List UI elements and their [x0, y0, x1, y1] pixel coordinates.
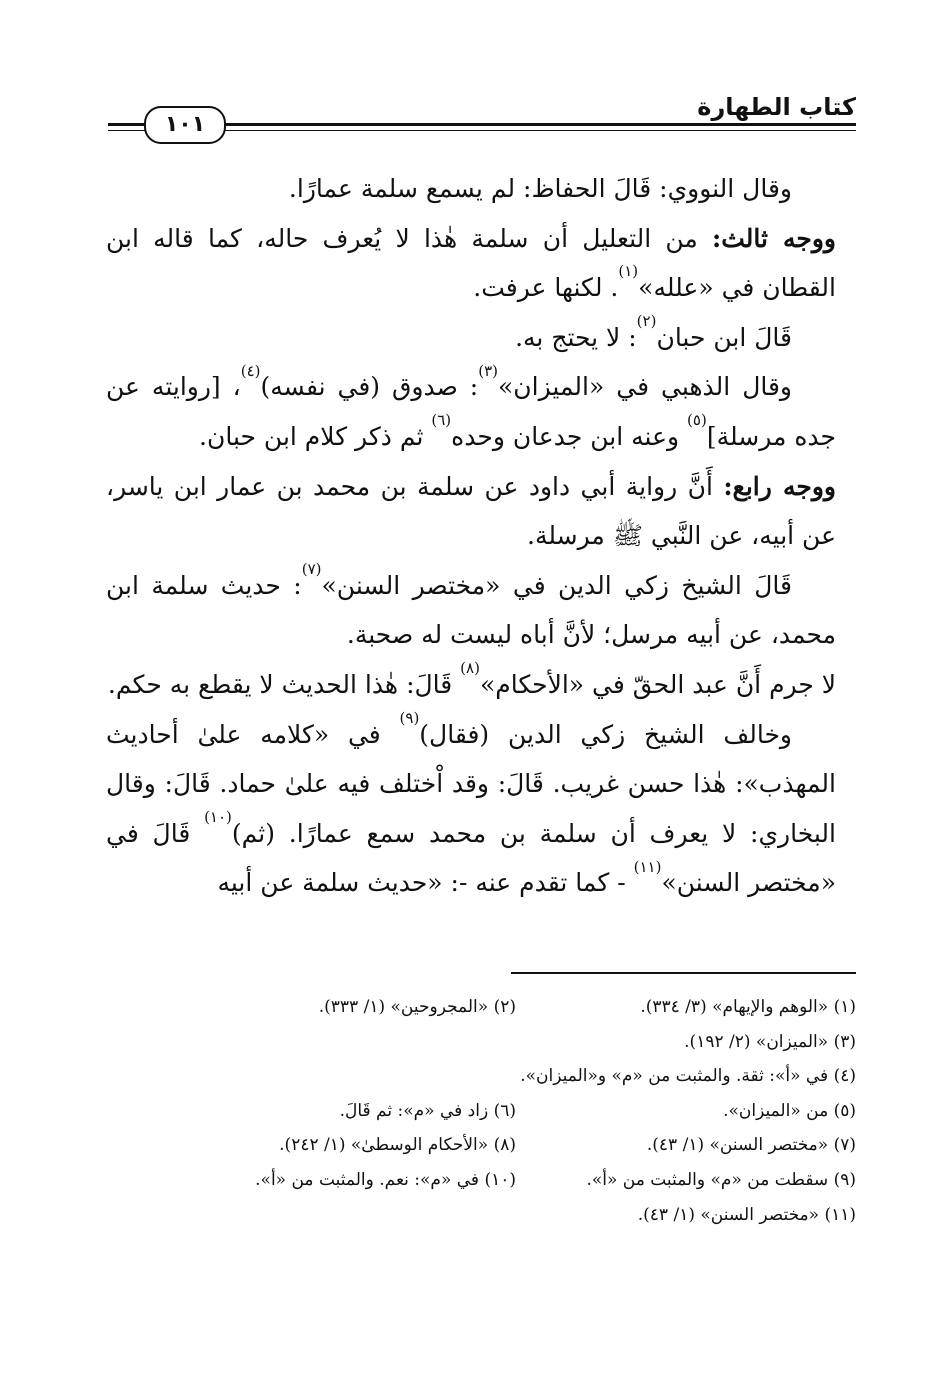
paragraph-text: : صدوق (في نفسه) [260, 372, 479, 402]
footnote-6: (٦) زاد في «م»: ثم قَالَ. [339, 1100, 516, 1121]
footnote-row [176, 1163, 856, 1198]
paragraph-ibn-hibban [106, 313, 836, 363]
paragraph-text: - كما تقدم عنه -: «حديث سلمة عن أبيه [217, 868, 634, 898]
paragraph-text: : حديث سلمة ابن محمد، عن أبيه مرسل؛ لأنَّ أباه ليست له صحبة. [106, 570, 836, 650]
paragraph-text: لا جرم أَنَّ عبد الحقّ في «الأحكام» [479, 669, 836, 699]
paragraph-fourth-reason [106, 462, 836, 561]
footnote-5: (٥) من «الميزان». [723, 1100, 856, 1121]
paragraph-text: قَالَ في «مختصر السنن» [106, 818, 836, 898]
footnote-row [176, 1198, 856, 1233]
footnote-9: (٩) سقطت من «م» والمثبت من «أ». [586, 1169, 856, 1190]
paragraph-text: قَالَ: هٰذا الحديث لا يقطع به حكم. [107, 669, 461, 699]
footnote-separator [511, 972, 856, 974]
footnote-ref[interactable]: (٦) [431, 411, 452, 430]
footnote-7: (٧) «مختصر السنن» (١/ ٤٣). [646, 1135, 856, 1156]
footnote-ref[interactable]: (١٠) [204, 807, 232, 826]
paragraph-third-reason [106, 214, 836, 313]
footnote-ref[interactable]: (١١) [633, 857, 662, 876]
footnote-1: (١) «الوهم والإيهام» (٣/ ٣٣٤). [640, 997, 856, 1017]
section-lead: ووجه رابع: [723, 471, 837, 501]
paragraph-dhahabi [106, 362, 836, 461]
paragraph-contrary-opinion [106, 710, 836, 908]
footnote-10: (١٠) في «م»: نعم. والمثبت من «أ». [255, 1169, 516, 1190]
paragraph-text: ثم ذكر كلام ابن حبان. [199, 421, 432, 451]
footnotes [176, 990, 856, 1232]
footnote-4: (٤) في «أ»: ثقة. والمثبت من «م» و«الميزان». [520, 1066, 856, 1087]
main-text [106, 164, 836, 908]
paragraph-text: وخالف الشيخ زكي الدين (فقال) [419, 719, 792, 749]
paragraph-text: أَنَّ رواية أبي داود عن سلمة بن محمد بن عمار ابن ياسر، عن أبيه، عن النَّبي ﷺ مرسلة. [106, 471, 836, 551]
footnote-2: (٢) «المجروحين» (١/ ٣٣٣). [318, 997, 516, 1017]
paragraph-text: وعنه ابن جدعان وحده [451, 421, 688, 451]
paragraph-text: ، [روايته عن جده مرسلة] [106, 372, 836, 451]
paragraph-text: قَالَ ابن حبان [656, 322, 792, 352]
footnote-ref[interactable]: (٩) [399, 708, 420, 727]
footnote-row [176, 1094, 856, 1129]
footnote-row [176, 1059, 856, 1094]
paragraph-zaki-al-din [106, 561, 836, 660]
footnote-ref[interactable]: (٤) [240, 361, 261, 380]
footnote-ref[interactable]: (٨) [460, 659, 480, 678]
paragraph-abd-al-haqq [106, 660, 836, 710]
footnote-ref[interactable]: (٥) [687, 411, 707, 430]
footnote-ref[interactable]: (٢) [636, 312, 657, 331]
page-number: ١٠١ [144, 106, 226, 144]
footnote-ref[interactable]: (١) [618, 262, 639, 281]
footnote-ref[interactable]: (٧) [301, 560, 322, 578]
footnote-row [176, 1025, 856, 1060]
paragraph-text: وقال الذهبي في «الميزان» [498, 372, 792, 402]
footnote-row [176, 990, 856, 1025]
footnote-8: (٨) «الأحكام الوسطىٰ» (١/ ٢٤٢). [279, 1135, 516, 1156]
footnote-ref[interactable]: (٣) [478, 361, 499, 380]
paragraph-text: : لا يحتج به. [515, 322, 637, 352]
paragraph-text: وقال النووي: قَالَ الحفاظ: لم يسمع سلمة عمارًا. [288, 174, 792, 203]
footnote-row [176, 1128, 856, 1163]
running-title: كتاب الطهارة [697, 93, 856, 121]
paragraph-text: من التعليل أن سلمة هٰذا لا يُعرف حاله، كما قاله ابن القطان في «علله» [106, 223, 836, 303]
paragraph-text: . لكنها عرفت. [473, 273, 619, 303]
footnote-3: (٣) «الميزان» (٢/ ١٩٢). [684, 1031, 856, 1052]
footnote-11: (١١) «مختصر السنن» (١/ ٤٣). [637, 1204, 856, 1225]
page-header [108, 92, 856, 142]
paragraph-text: قَالَ الشيخ زكي الدين في «مختصر السنن» [321, 570, 792, 600]
paragraph-text: في «كلامه علىٰ أحاديث المهذب»: هٰذا حسن غريب. قَالَ: وقد اْختلف فيه علىٰ حماد. قَالَ: وقال البخاري: لا يعرف أن سلمة بن محمد سمع عمارًا. (ثم) [106, 719, 836, 848]
section-lead: ووجه ثالث: [712, 223, 836, 253]
paragraph-nawawi [106, 164, 836, 214]
